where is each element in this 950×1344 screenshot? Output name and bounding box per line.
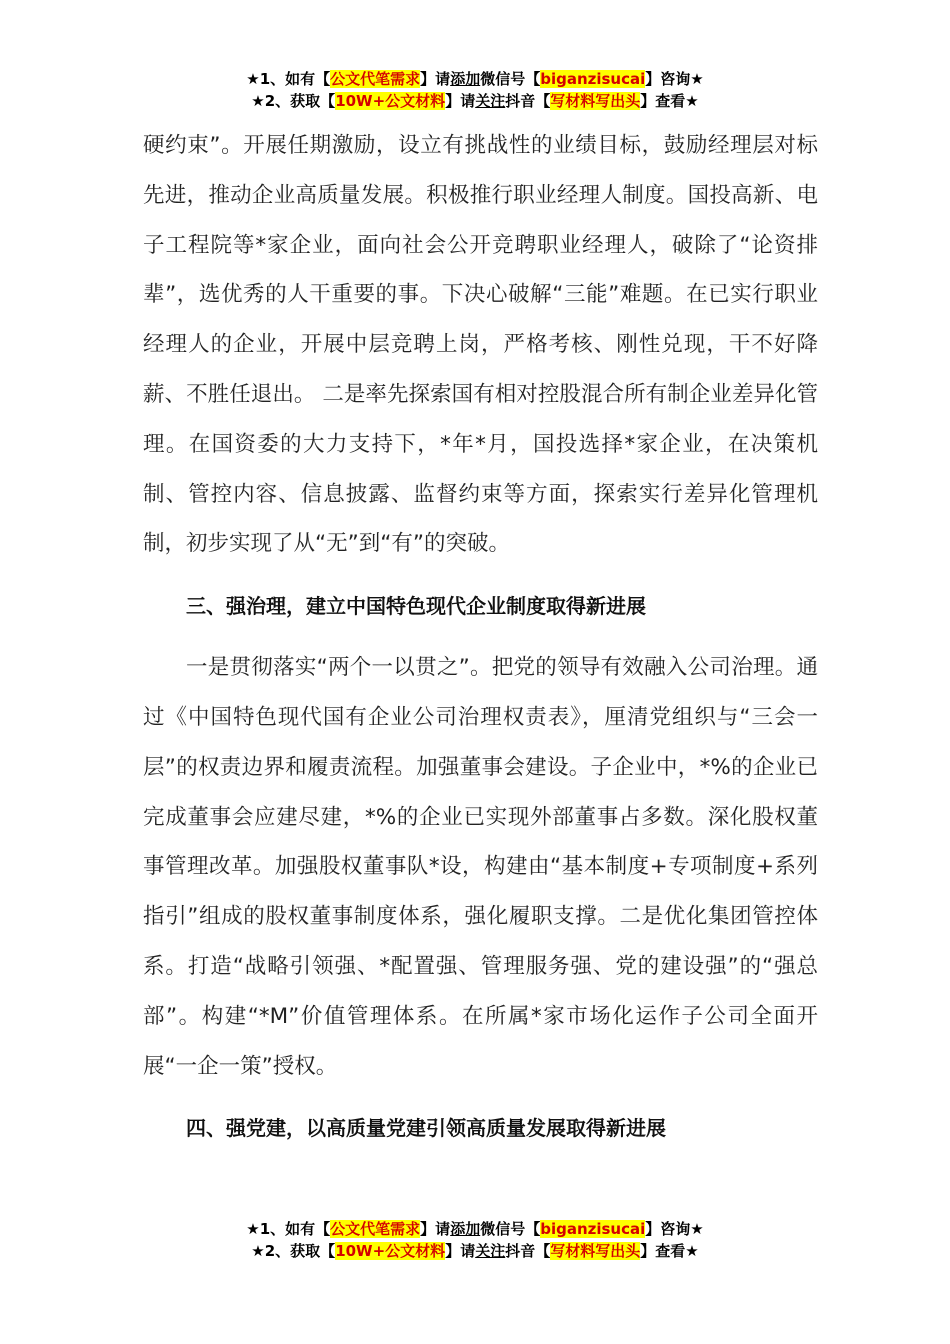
promo-underline: 添加	[450, 70, 481, 88]
promo-highlight: 写材料写出头	[550, 92, 641, 110]
section-heading: 三、强治理，建立中国特色现代企业制度取得新进展	[186, 594, 646, 619]
promo-text: ★2、获取【	[251, 92, 336, 110]
promo-text: 微信号【	[480, 1220, 541, 1238]
promo-highlight: biganzisucai	[540, 1220, 646, 1238]
promo-highlight: 公文代笔需求	[330, 1220, 421, 1238]
promo-text: 】咨询★	[645, 1220, 704, 1238]
promo-text: 】查看★	[640, 1242, 699, 1260]
promo-line-2	[0, 90, 950, 112]
promo-highlight: 10W+公文材料	[335, 1242, 446, 1260]
promo-underline: 添加	[450, 1220, 481, 1238]
promo-text: 微信号【	[480, 70, 541, 88]
document-body	[143, 121, 818, 1165]
promo-highlight: biganzisucai	[540, 70, 646, 88]
section-heading: 四、强党建，以高质量党建引领高质量发展取得新进展	[186, 1116, 666, 1141]
promo-text: ★1、如有【	[246, 1220, 331, 1238]
promo-text: 】咨询★	[645, 70, 704, 88]
promo-underline: 关注	[475, 1242, 506, 1260]
promo-line-2	[0, 1240, 950, 1262]
promo-underline: 关注	[475, 92, 506, 110]
promo-text: ★2、获取【	[251, 1242, 336, 1260]
promo-line-1	[0, 68, 950, 90]
promo-text: 抖音【	[505, 92, 551, 110]
promo-highlight: 10W+公文材料	[335, 92, 446, 110]
promo-line-1	[0, 1218, 950, 1240]
promo-text: 】请	[445, 1242, 476, 1260]
promo-banner-top	[0, 68, 950, 112]
promo-text: 】请	[420, 70, 451, 88]
promo-highlight: 公文代笔需求	[330, 70, 421, 88]
promo-highlight: 写材料写出头	[550, 1242, 641, 1260]
promo-text: 】请	[445, 92, 476, 110]
body-paragraph: 一是贯彻落实“两个一以贯之”。把党的领导有效融入公司治理。通过《中国特色现代国有企业公司治理权责表》，厘清党组织与“三会一层”的权责边界和履责流程。加强董事会建设。子企业中，*%的企业已完成董事会应建尽建，*%的企业已实现外部董事占多数。深化股权董事管理改革。加强股权董事队*设，构建由“基本制度+专项制度+系列指引”组成的股权董事制度体系，强化履职支撑。二是优化集团管控体系。打造“战略引领强、*配置强、管理服务强、党的建设强”的“强总部”。构建“*M”价值管理体系。在所属*家市场化运作子公司全面开展“一企一策”授权。	[143, 655, 818, 1079]
body-paragraph: 硬约束”。开展任期激励，设立有挑战性的业绩目标，鼓励经理层对标先进，推动企业高质量发展。积极推行职业经理人制度。国投高新、电子工程院等*家企业，面向社会公开竞聘职业经理人，破除了“论资排辈”，选优秀的人干重要的事。下决心破解“三能”难题。在已实行职业经理人的企业，开展中层竞聘上岗，严格考核、刚性兑现，干不好降薪、不胜任退出。 二是率先探索国有相对控股混合所有制企业差异化管理。在国资委的大力支持下，*年*月，国投选择*家企业，在决策机制、管控内容、信息披露、监督约束等方面，探索实行差异化管理机制，初步实现了从“无”到“有”的突破。	[143, 133, 818, 557]
promo-text: 抖音【	[505, 1242, 551, 1260]
promo-text: 】请	[420, 1220, 451, 1238]
promo-banner-bottom	[0, 1218, 950, 1262]
promo-text: ★1、如有【	[246, 70, 331, 88]
promo-text: 】查看★	[640, 92, 699, 110]
